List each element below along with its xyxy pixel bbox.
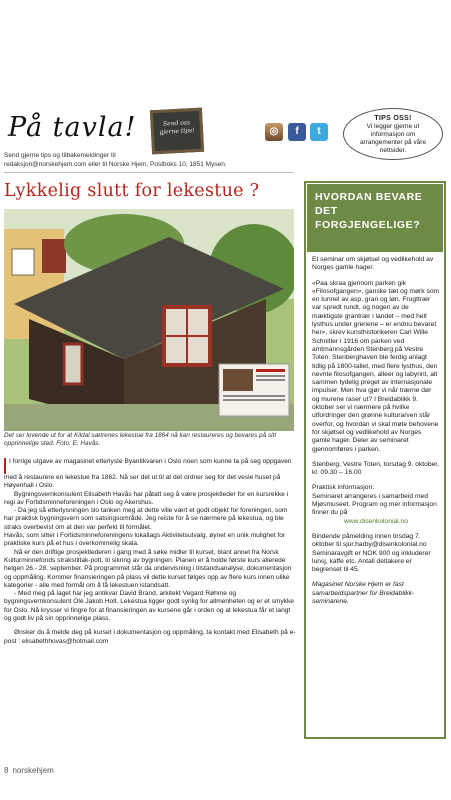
sidebar-paragraph: «Paa skraa gjennom parken gik «Filosofgangen», ganske tæt og mørk som en tunnel av asp, gran og løn. Frugttrær var spredt rundt, og nogen av de mæktigste grantrær i landet – med helt lysthus under grenene – er endnu bevaret her», skrev kunsthistorikeren Carl Wille Schnitler i 1916 om parken ved amtmannsgården Stenberg på Vestre Toten. Stenberghaven ble ferdig anlagt tidlig på 1800-tallet, med flere lysthus, den nevnte filosofgangen, alleer og labyrint, alt sammen tydelig preget av internasjonale impulser. Men hva gjør vi når trærne dør og murene raser ut? I Breidablikk 9. oktober ser vi nærmere på hvilke utfordringer den grønne kulturarven står overfor, og hvordan vi skal møte behovene for skjøtsel og vedlikehold av Norges gamle hager. Deler av seminaret gjennomføres i parken. bbox=[312, 279, 440, 453]
instagram-icon[interactable]: ◎ bbox=[265, 123, 283, 141]
tips-title: TIPS OSS! bbox=[374, 115, 412, 122]
brand-name: norskehjem bbox=[12, 766, 54, 775]
article-body bbox=[4, 458, 296, 646]
sidebar-link[interactable]: www.disenkolonial.no bbox=[344, 517, 408, 525]
photo-caption: Det ser lovende ut for at Kildal sætrenes lekestue fra 1864 nå kan restaureres og bevares på sitt opprinnelige sted. Foto: E. Havås. bbox=[4, 432, 277, 447]
tips-bubble bbox=[343, 108, 443, 160]
sidebar-paragraph: Et seminar om skjøtsel og vedlikehold av Norges gamle hager. bbox=[312, 256, 434, 272]
paragraph: Nå er den driftige prosjektlederen i gang med å søke midler til kurset, blant annet fra Norsk Kulturminnefonds strakstiltak-pott, til sikring av bygningen. Planen er å holde første kurs allerede helgen 26.- 28. september. På programmet står da undervisning i tilstandsanalyse, dokumentasjon og oppmåling. Kommer finansieringen på plass vil dette kurset følges opp av flere kurs innen ulike kategorier - alle med formål om å få lekestuen istandsatt. bbox=[4, 548, 292, 589]
sidebar-paragraph: Bindende påmelding innen tirsdag 7. oktober til sjur.harby@disenkolonial.no Seminaravgift er NOK 900 og inkluderer lunsj, kaffe etc. Antall deltakere er begrenset til 45. bbox=[312, 532, 431, 574]
paragraph bbox=[4, 458, 296, 491]
sidebar-paragraph: Seminaret arrangeres i samarbeid med Mjøsmuseet. Program og mer informasjon finner du på bbox=[312, 492, 437, 517]
sidebar-heading: HVORDAN BEVARE DET FORGJENGELIGE? bbox=[307, 184, 443, 252]
paragraph-text: I forrige utgave av magasinet etterlyste Byantikvaren i Oslo noen som kunne ta på seg oppgaven med å restaurere en lekestue fra 1862. Nå ser det ut til at det ordner seg for det vesle huset på Høyenhall i Oslo. bbox=[4, 458, 292, 490]
twitter-icon[interactable]: t bbox=[310, 123, 328, 141]
article-photo bbox=[4, 209, 294, 431]
divider bbox=[4, 172, 294, 173]
article-headline: Lykkelig slutt for lekestue ? bbox=[4, 181, 260, 201]
paragraph: Havås, som sitter i Fortidsminneforeningens lokallags Aktivitetsutvalg, øynet en unik mulighet for praktiske kurs på et hus i overkommelig skala. bbox=[4, 532, 286, 548]
info-line-1: Send gjerne tips og tilbakemeldinger til bbox=[4, 152, 116, 159]
page-footer bbox=[4, 766, 54, 775]
paragraph: - Med meg på laget har jeg antikvar David Brand, arkitekt Vegard Røhme og bygningsvernkonsulent Ole Jakob Holt. Lekestua ligger godt synlig for allmenheten og er et smykke for Oslo. Nå krysser vi fingre for at finansieringen av kursene går i orden og at lekestua får et langt og godt liv på sin opprinnelige plass. bbox=[4, 590, 294, 623]
paragraph: Ønsker du å melde deg på kurset i dokumentasjon og oppmåling, ta kontakt med Elisabeth på e-post : elisabethhovas@hotmail.com bbox=[4, 629, 296, 645]
playhouse-illustration bbox=[4, 209, 294, 431]
paragraph: - Da jeg så etterlysningen slo tanken meg at dette ville vært et godt objekt for foreningen, som har praktisk bygningsvern som satsingsområde. Jeg reiste for å se nærmere på lekestua, og ble straks overbevist om at den var perfekt til formålet. bbox=[4, 507, 288, 531]
sidebar-body bbox=[312, 256, 440, 613]
section-title: På tavla! bbox=[8, 112, 137, 143]
info-line-2: redaksjon@norskehjem.com eller til Norske Hjem, Postboks 10, 1851 Mysen. bbox=[4, 160, 227, 168]
tips-text: Vi legger gjerne ut informasjon om arrangementer på våre nettsider. bbox=[359, 123, 427, 154]
page-number: 8 bbox=[4, 766, 9, 775]
sidebar-note: Magasinet Norske Hjem er fast samarbeidspartner for Breidablikk-seminarene. bbox=[312, 581, 415, 605]
sidebar-paragraph: Stenberg, Vestre Toten, torsdag 9. oktober, kl. 09.30 – 16.00 bbox=[312, 460, 440, 477]
paragraph: Bygningsvernkonsulent Elisabeth Havås har påtatt seg å være prosjektleder for en kursrekke i regi av Fortidsminneforeningen i Oslo og Akershus. bbox=[4, 490, 289, 506]
header-contact-info bbox=[4, 152, 294, 169]
facebook-icon[interactable]: f bbox=[288, 123, 306, 141]
dropcap-bar bbox=[4, 458, 6, 474]
sidebar-paragraph: Praktisk informasjon: bbox=[312, 484, 375, 492]
chalkboard-illustration: Send oss gjerne tips! bbox=[150, 108, 204, 155]
